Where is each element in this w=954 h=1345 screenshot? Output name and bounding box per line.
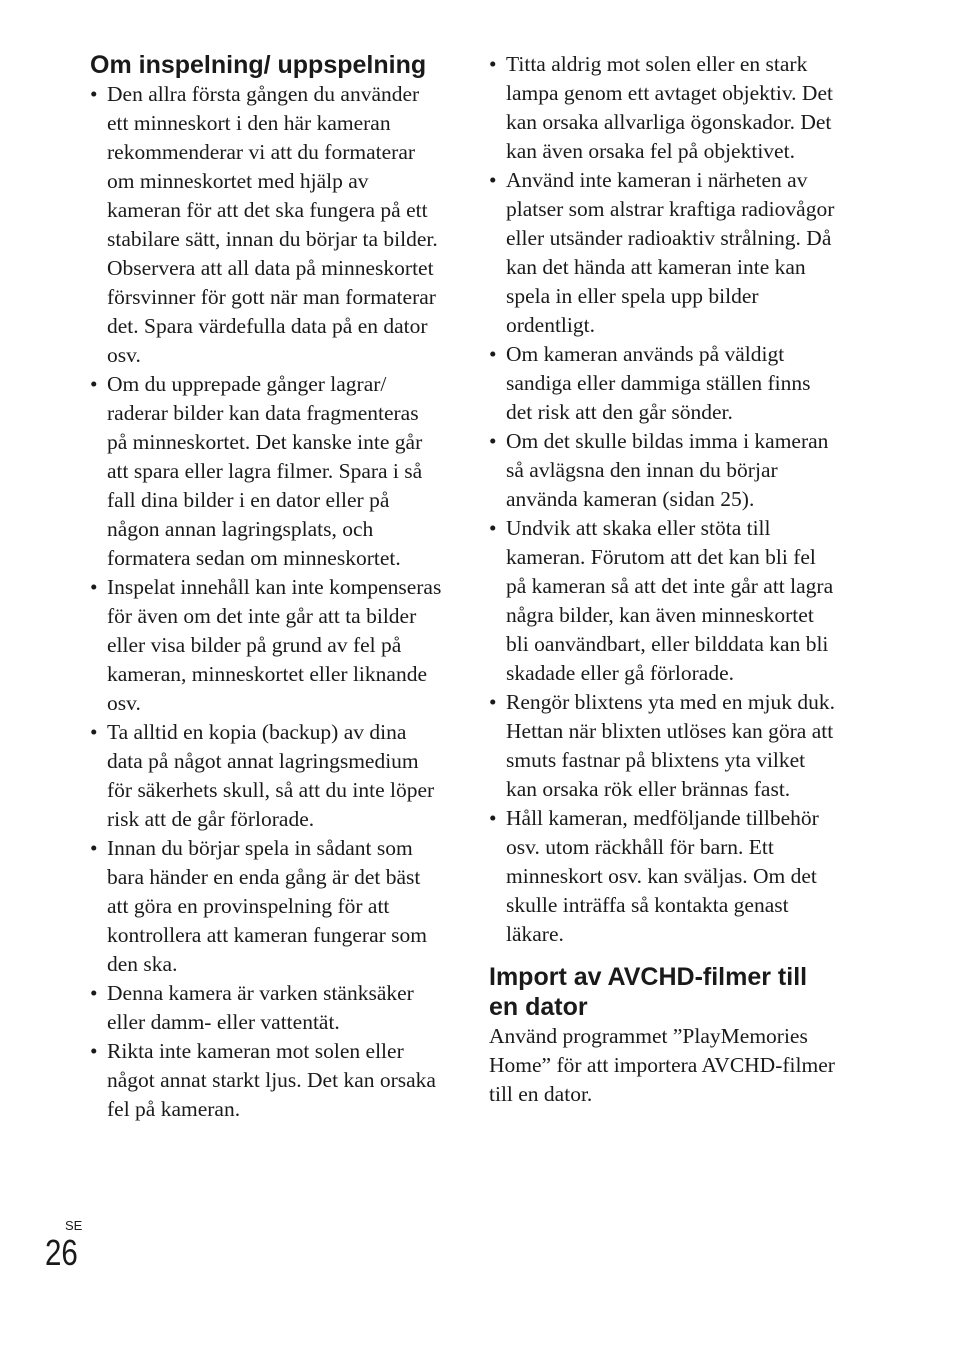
list-item: • Innan du börjar spela in sådant som bara händer en enda gång är det bäst att göra en provinspelning för att kontrollera att kameran fungerar som den ska.: [90, 834, 442, 979]
list-item: • Använd inte kameran i närheten av platser som alstrar kraftiga radiovågor eller utsänder radioaktiv strålning. Då kan det hända att kameran inte kan spela in eller spela upp bilder ordentligt.: [489, 166, 841, 340]
list-item: • Rengör blixtens yta med en mjuk duk. Hettan när blixten utlöses kan göra att smuts fastnar på blixtens yta vilket kan orsaka rök eller brännas fast.: [489, 688, 841, 804]
list-item: • Håll kameran, medföljande tillbehör osv. utom räckhåll för barn. Ett minneskort osv. kan sväljas. Om det skulle inträffa så kontakta genast läkare.: [489, 804, 841, 949]
list-item: • Om det skulle bildas imma i kameran så avlägsna den innan du börjar använda kameran (sidan 25).: [489, 427, 841, 514]
list-item: • Undvik att skaka eller stöta till kameran. Förutom att det kan bli fel på kameran så att det inte går att lagra några bilder, kan även minneskortet bli oanvändbart, eller bilddata kan bli skadade eller gå förlorade.: [489, 514, 841, 688]
list-item: • Den allra första gången du använder ett minneskort i den här kameran rekommenderar vi att du formaterar om minneskortet med hjälp av kameran för att det ska fungera på ett stabilare sätt, innan du börjar ta bilder. Observera att all data på minneskortet försvinner för gott när man formaterar det. Spara värdefulla data på en dator osv.: [90, 80, 442, 370]
avchd-import-paragraph: Använd programmet ”PlayMemories Home” för att importera AVCHD-filmer till en dator.: [489, 1024, 835, 1106]
bullet-list-recording: [90, 80, 442, 1124]
list-item: • Om kameran används på väldigt sandiga eller dammiga ställen finns det risk att den går sönder.: [489, 340, 841, 427]
left-column: [90, 50, 442, 1124]
list-item: • Inspelat innehåll kan inte kompenseras för även om det inte går att ta bilder eller visa bilder på grund av fel på kameran, minneskortet eller liknande osv.: [90, 573, 442, 718]
section-heading-recording: Om inspelning/ uppspelning: [90, 51, 427, 79]
right-column: [489, 50, 841, 1109]
section-heading-avchd-import: Import av AVCHD-filmer till en dator: [489, 963, 808, 1021]
page-language-code: SE: [65, 1218, 83, 1233]
bullet-list-precautions: [489, 50, 841, 949]
list-item: • Rikta inte kameran mot solen eller något annat starkt ljus. Det kan orsaka fel på kameran.: [90, 1037, 442, 1124]
list-item: • Denna kamera är varken stänksäker eller damm- eller vattentät.: [90, 979, 442, 1037]
page-number: 26: [45, 1232, 78, 1273]
avchd-import-section: [489, 962, 841, 1109]
list-item: • Ta alltid en kopia (backup) av dina data på något annat lagringsmedium för säkerhets skull, så att du inte löper risk att de går förlorade.: [90, 718, 442, 834]
list-item: • Om du upprepade gånger lagrar/ raderar bilder kan data fragmenteras på minneskortet. Det kanske inte går att spara eller lagra filmer. Spara i så fall dina bilder i en dator eller på någon annan lagringsplats, och formatera sedan om minneskortet.: [90, 370, 442, 573]
list-item: • Titta aldrig mot solen eller en stark lampa genom ett avtaget objektiv. Det kan orsaka allvarliga ögonskador. Det kan även orsaka fel på objektivet.: [489, 50, 841, 166]
